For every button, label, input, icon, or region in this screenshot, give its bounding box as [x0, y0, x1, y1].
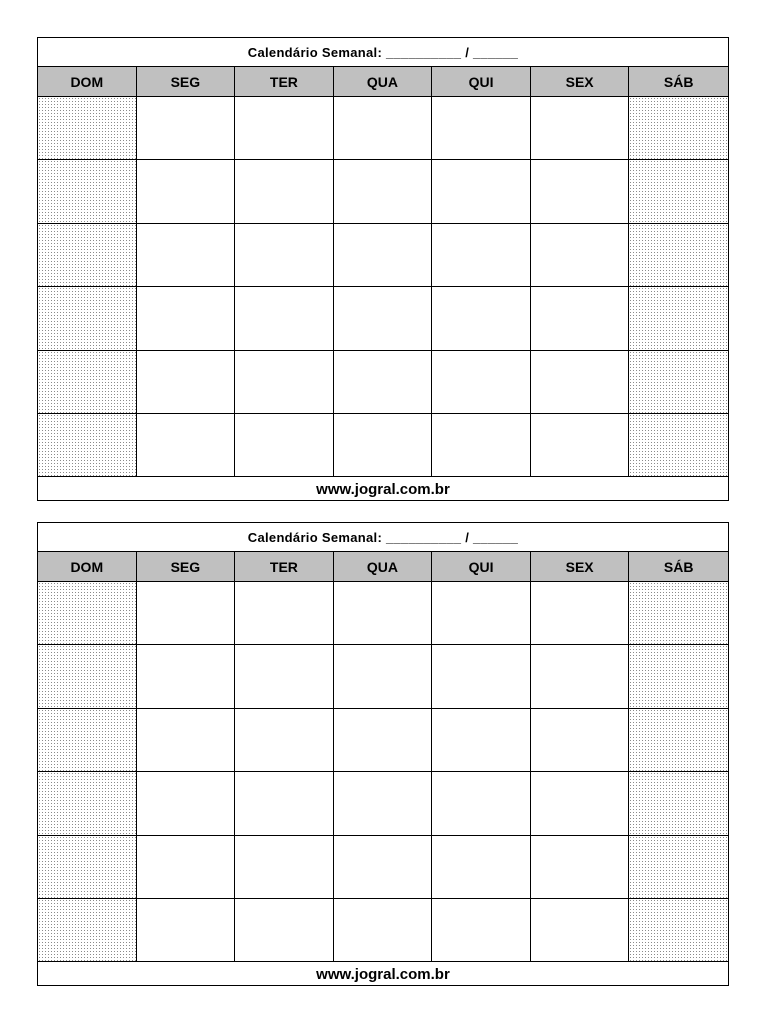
day-cell: [334, 414, 433, 477]
day-cell: [629, 414, 728, 477]
day-cell: [531, 287, 630, 350]
day-header-seg: SEG: [137, 552, 236, 582]
day-cell: [137, 160, 236, 223]
day-cell: [137, 224, 236, 287]
day-cell: [432, 709, 531, 772]
day-cell: [629, 709, 728, 772]
day-header-sab: SÁB: [629, 67, 728, 97]
day-cell: [432, 772, 531, 835]
day-header-ter: TER: [235, 552, 334, 582]
day-cell: [531, 97, 630, 160]
day-cell: [38, 224, 137, 287]
day-cell: [38, 287, 137, 350]
day-cell: [432, 351, 531, 414]
day-cell: [432, 97, 531, 160]
day-cell: [629, 351, 728, 414]
day-cell: [137, 582, 236, 645]
calendar-title: Calendário Semanal: __________ / ______: [38, 523, 728, 552]
day-cell: [38, 709, 137, 772]
day-cell: [432, 645, 531, 708]
footer-url: www.jogral.com.br: [316, 480, 450, 498]
day-cell: [38, 899, 137, 962]
day-cell: [334, 351, 433, 414]
day-cell: [235, 160, 334, 223]
day-cell: [629, 97, 728, 160]
day-cell: [38, 97, 137, 160]
calendar-grid: [38, 552, 728, 582]
day-cell: [334, 772, 433, 835]
day-header-dom: DOM: [38, 552, 137, 582]
day-cell: [38, 582, 137, 645]
day-cell: [235, 899, 334, 962]
day-cell: [629, 582, 728, 645]
day-cell: [137, 645, 236, 708]
day-cell: [38, 645, 137, 708]
day-cell: [531, 582, 630, 645]
weekly-calendar-2: [37, 522, 729, 986]
day-cell: [432, 582, 531, 645]
day-cell: [38, 836, 137, 899]
day-header-sab: SÁB: [629, 552, 728, 582]
day-header-qua: QUA: [334, 552, 433, 582]
day-header-seg: SEG: [137, 67, 236, 97]
day-cell: [334, 582, 433, 645]
day-cell: [531, 351, 630, 414]
day-cell: [137, 287, 236, 350]
day-header-sex: SEX: [531, 67, 630, 97]
day-cell: [38, 351, 137, 414]
day-cell: [334, 287, 433, 350]
day-cell: [629, 836, 728, 899]
day-cell: [235, 709, 334, 772]
day-cell: [629, 160, 728, 223]
day-cell: [629, 645, 728, 708]
day-cell: [334, 224, 433, 287]
day-cell: [432, 836, 531, 899]
day-cell: [137, 836, 236, 899]
day-cell: [432, 287, 531, 350]
day-cell: [137, 97, 236, 160]
footer-url: www.jogral.com.br: [316, 965, 450, 983]
day-cell: [531, 899, 630, 962]
day-cell: [334, 97, 433, 160]
day-cell: [137, 899, 236, 962]
day-cell: [432, 160, 531, 223]
day-cell: [137, 772, 236, 835]
day-cell: [235, 224, 334, 287]
day-cell: [235, 351, 334, 414]
day-cell: [235, 97, 334, 160]
day-cell: [531, 709, 630, 772]
day-cell: [334, 645, 433, 708]
day-cell: [531, 224, 630, 287]
day-cell: [629, 287, 728, 350]
day-cell: [531, 645, 630, 708]
day-header-ter: TER: [235, 67, 334, 97]
day-cell: [137, 709, 236, 772]
day-cell: [235, 645, 334, 708]
day-header-qua: QUA: [334, 67, 433, 97]
calendar-title: Calendário Semanal: __________ / ______: [38, 38, 728, 67]
day-cell: [432, 224, 531, 287]
day-cell: [629, 899, 728, 962]
day-header-sex: SEX: [531, 552, 630, 582]
day-cell: [531, 414, 630, 477]
day-header-qui: QUI: [432, 67, 531, 97]
day-cell: [235, 836, 334, 899]
day-cell: [235, 287, 334, 350]
weekly-calendar-1: [37, 37, 729, 501]
day-cell: [334, 160, 433, 223]
day-cell: [334, 709, 433, 772]
day-header-dom: DOM: [38, 67, 137, 97]
day-cell: [137, 351, 236, 414]
day-cell: [334, 899, 433, 962]
day-cell: [38, 772, 137, 835]
day-cell: [137, 414, 236, 477]
day-cell: [235, 772, 334, 835]
day-cell: [38, 160, 137, 223]
day-cell: [531, 836, 630, 899]
day-cell: [629, 772, 728, 835]
day-cell: [235, 414, 334, 477]
calendar-body: [38, 97, 728, 477]
day-cell: [432, 899, 531, 962]
day-cell: [432, 414, 531, 477]
day-cell: [531, 772, 630, 835]
calendar-grid: [38, 67, 728, 97]
day-cell: [629, 224, 728, 287]
day-cell: [235, 582, 334, 645]
calendar-body: [38, 582, 728, 962]
day-header-qui: QUI: [432, 552, 531, 582]
day-cell: [38, 414, 137, 477]
day-cell: [334, 836, 433, 899]
day-cell: [531, 160, 630, 223]
